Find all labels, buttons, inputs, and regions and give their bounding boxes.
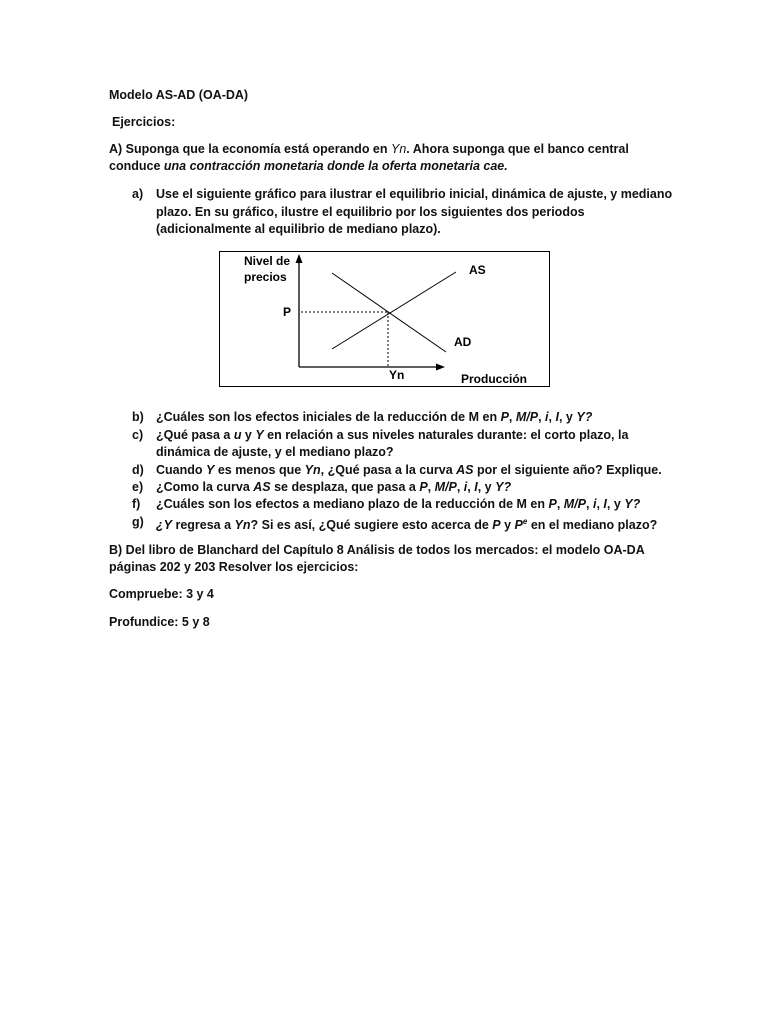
- as-ad-graph: [219, 251, 550, 387]
- item-d-text-2: Y: [206, 463, 215, 477]
- as-label: AS: [469, 263, 486, 277]
- y-axis-arrow: [296, 254, 303, 263]
- item-e-text-6: M/P: [434, 480, 457, 494]
- item-e-text: [156, 478, 511, 496]
- section-b-line1: B) Del libro de Blanchard del Capítulo 8 Análisis de todos los mercados: el modelo OA-DA: [109, 543, 645, 557]
- item-g-text: [156, 513, 657, 534]
- item-d-text-5: , ¿Qué pasa a la curva: [320, 463, 457, 477]
- item-c-text-3: y: [241, 428, 256, 442]
- item-b-text-3: ,: [508, 410, 516, 424]
- item-c-line1: [156, 426, 628, 444]
- item-e-marker: e): [132, 480, 144, 494]
- item-e-text-9: ,: [467, 480, 475, 494]
- item-d-text-4: Yn: [304, 463, 321, 477]
- as-curve: [332, 272, 456, 349]
- p-label: P: [283, 305, 292, 319]
- item-f-text: [156, 495, 640, 513]
- item-b-text-5: ,: [538, 410, 546, 424]
- item-f-text-7: ,: [596, 497, 604, 511]
- item-f-text-6: i: [592, 497, 597, 511]
- x-axis-arrow: [436, 364, 445, 371]
- item-b-text: [156, 408, 592, 426]
- item-d-text: [156, 461, 662, 479]
- item-f-text-2: P: [548, 497, 557, 511]
- item-a-line1: Use el siguiente gráfico para ilustrar el equilibrio inicial, dinámica de ajuste, y mediano: [156, 187, 673, 201]
- item-e-text-12: Y: [495, 480, 504, 494]
- doc-subtitle: Ejercicios:: [112, 115, 176, 129]
- item-c-text-4: Y: [255, 428, 264, 442]
- y-axis-label-line2: precios: [244, 270, 287, 284]
- item-f-text-5: ,: [586, 497, 593, 511]
- item-d-text-1: Cuando: [156, 463, 206, 477]
- item-e-text-11: , y: [477, 480, 496, 494]
- section-a-text-3: conduce: [109, 159, 164, 173]
- item-c-text-5: en relación a sus niveles naturales durante: el corto plazo, la: [263, 428, 629, 442]
- item-a-line3: (adicionalmente al equilibrio de mediano plazo).: [156, 222, 441, 236]
- item-f-text-1: ¿Cuáles son los efectos a mediano plazo de la reducción de M en: [156, 497, 549, 511]
- item-c-marker: c): [132, 428, 144, 442]
- item-e-text-4: P: [419, 480, 428, 494]
- section-a-yn: Yn: [391, 142, 407, 156]
- item-b-text-9: , y: [558, 410, 577, 424]
- item-c-text-1: ¿Qué pasa a: [156, 428, 234, 442]
- section-a-text: A) Suponga que la economía está operando en: [109, 142, 391, 156]
- yn-label: Yn: [389, 368, 405, 382]
- section-a-line2: [109, 157, 508, 175]
- ad-label: AD: [454, 335, 472, 349]
- item-e-text-7: ,: [456, 480, 464, 494]
- item-c-line2: dinámica de ajuste, y el mediano plazo?: [156, 445, 394, 459]
- item-g-marker: g): [132, 515, 144, 529]
- item-b-text-4: M/P: [515, 410, 539, 424]
- item-g-superscript-e: e: [522, 517, 528, 526]
- item-d-text-3: es menos que: [214, 463, 305, 477]
- item-g-text-6: P: [492, 518, 501, 533]
- item-b-text-11: ?: [584, 410, 593, 424]
- item-g-text-2: Y: [163, 518, 172, 533]
- profundice-line: Profundice: 5 y 8: [109, 615, 210, 629]
- section-a-line1: [109, 140, 629, 158]
- item-g-text-9: en el mediano plazo?: [527, 518, 658, 533]
- item-d-text-6: AS: [456, 463, 474, 477]
- y-axis-label-line1: Nivel de: [244, 254, 291, 268]
- item-d-marker: d): [132, 463, 144, 477]
- item-g-text-7: y: [500, 518, 515, 533]
- item-b-text-6: i: [545, 410, 549, 424]
- item-c-text-2: u: [233, 428, 242, 442]
- item-g-text-5: ? Si es así, ¿Qué sugiere esto acerca de: [250, 518, 493, 533]
- section-a-emphasis: una contracción monetaria donde la oferta monetaria cae.: [163, 159, 508, 173]
- item-g-text-3: regresa a: [171, 518, 235, 533]
- item-d-text-7: por el siguiente año? Explique.: [473, 463, 662, 477]
- item-b-text-2: P: [500, 410, 509, 424]
- item-e-text-2: AS: [253, 480, 271, 494]
- x-axis-label: Producción: [461, 372, 528, 386]
- compruebe-line: Compruebe: 3 y 4: [109, 587, 214, 601]
- section-a-text-2: . Ahora suponga que el banco central: [406, 142, 629, 156]
- item-a-line2: plazo. En su gráfico, ilustre el equilibrio por los siguientes dos periodos: [156, 205, 585, 219]
- item-g-text-8: P: [514, 518, 523, 533]
- item-f-text-8: I: [603, 497, 607, 511]
- item-g-text-1: ¿: [156, 518, 164, 533]
- item-b-text-7: ,: [548, 410, 556, 424]
- item-e-text-1: ¿Como la curva: [156, 480, 254, 494]
- item-f-text-9: , y: [606, 497, 625, 511]
- item-b-marker: b): [132, 410, 144, 424]
- item-g-text-4: Yn: [234, 518, 251, 533]
- doc-title: Modelo AS-AD (OA-DA): [109, 88, 249, 102]
- item-e-text-13: ?: [503, 480, 512, 494]
- item-e-text-10: I: [474, 480, 478, 494]
- item-f-text-4: M/P: [563, 497, 586, 511]
- item-f-text-10: Y: [624, 497, 633, 511]
- section-b-line2: páginas 202 y 203 Resolver los ejercicios:: [109, 560, 359, 574]
- item-f-marker: f): [132, 497, 141, 511]
- item-e-text-5: ,: [427, 480, 435, 494]
- item-f-text-3: ,: [556, 497, 564, 511]
- item-f-text-11: ?: [632, 497, 641, 511]
- item-e-text-3: se desplaza, que pasa a: [270, 480, 420, 494]
- item-a-marker: a): [132, 187, 144, 201]
- item-b-text-8: I: [555, 410, 559, 424]
- item-b-text-1: ¿Cuáles son los efectos iniciales de la reducción de M en: [156, 410, 501, 424]
- item-e-text-8: i: [463, 480, 468, 494]
- item-b-text-10: Y: [576, 410, 585, 424]
